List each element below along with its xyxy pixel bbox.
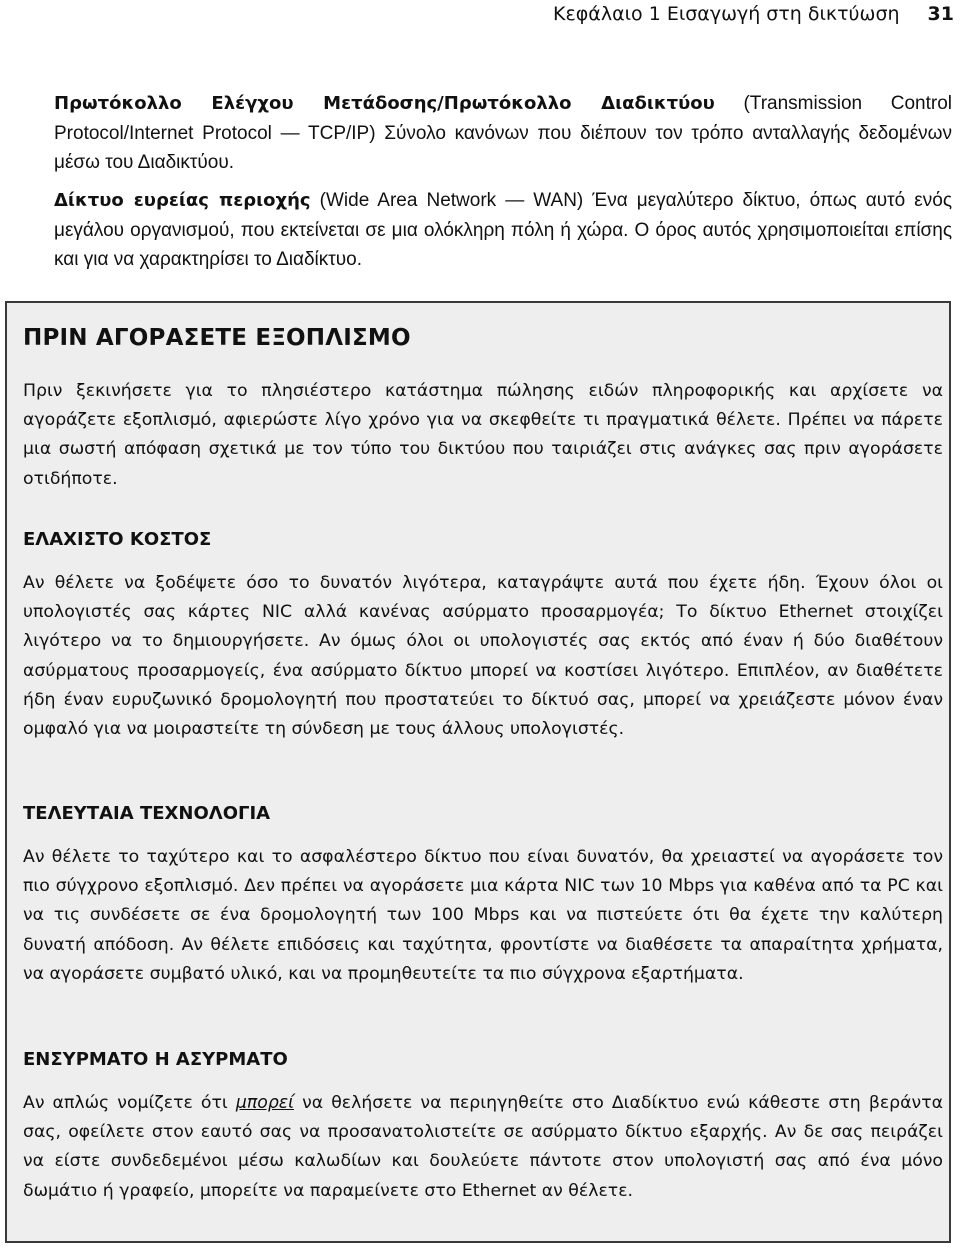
section-text-wired-wireless — [23, 1089, 943, 1206]
glossary-term: Δίκτυο ευρείας περιοχής — [54, 190, 311, 211]
section-heading-min-cost: ΕΛΑΧΙΣΤΟ ΚΟΣΤΟΣ — [23, 529, 212, 550]
glossary-definition: (Transmission Control Protocol/Internet Protocol — TCP/IP) Σύνολο κανόνων που διέπουν τον τρόπο ανταλλαγής δεδομένων μέσω του Διαδικτύου. — [54, 93, 952, 173]
glossary-definition: (Wide Area Network — WAN) Ένα μεγαλύτερο δίκτυο, όπως αυτό ενός μεγάλου οργανισμού, που εκτείνεται σε μια ολόκληρη πόλη ή χώρα. Ο όρος αυτός χρησιμοποιείται επίσης και για να χαρακτηρίσει το Διαδίκτυο. — [54, 190, 952, 270]
glossary-entry-tcp-ip — [54, 89, 952, 178]
emphasis-word: μπορεί — [235, 1093, 294, 1113]
section-heading-latest-tech: ΤΕΛΕΥΤΑΙΑ ΤΕΧΝΟΛΟΓΙΑ — [23, 803, 271, 824]
glossary-term: Πρωτόκολλο Ελέγχου Μετάδοσης/Πρωτόκολλο Διαδικτύου — [54, 93, 715, 114]
sidebar-box — [5, 301, 951, 1243]
chapter-title: Κεφάλαιο 1 Εισαγωγή στη δικτύωση — [553, 3, 900, 25]
section-text-min-cost: Αν θέλετε να ξοδέψετε όσο το δυνατόν λιγότερα, καταγράψτε αυτά που έχετε ήδη. Έχουν όλοι οι υπολογιστές σας κάρτες NIC αλλά κανένας ασύρματο προσαρμογέα; Το δίκτυο Ethernet στοιχίζει λιγότερο να το δημιουργήσετε. Αν όμως όλοι οι υπολογιστές σας εκτός από έναν ή δύο διαθέτουν ασύρματους προσαρμογείς, ένα ασύρματο δίκτυο μπορεί να κοστίσει λιγότερο. Επιπλέον, αν διαθέτετε ήδη έναν ευρυζωνικό δρομολογητή που προστατεύει το δίκτυό σας, μπορεί να χρειάζεστε μόνον έναν ομφαλό για να μοιραστείτε τη σύνδεση με τους άλλους υπολογιστές. — [23, 573, 943, 740]
text-before: Αν απλώς νομίζετε ότι — [23, 1093, 236, 1113]
section-heading-wired-wireless: ΕΝΣΥΡΜΑΤΟ Η ΑΣΥΡΜΑΤΟ — [23, 1049, 288, 1070]
section-text-latest-tech: Αν θέλετε το ταχύτερο και το ασφαλέστερο δίκτυο που είναι δυνατόν, θα χρειαστεί να αγοράσετε τον πιο σύγχρονο εξοπλισμό. Δεν πρέπει να αγοράσετε μια κάρτα NIC των 10 Mbps για καθένα από τα PC και να τις συνδέσετε σε ένα δρομολογητή των 100 Mbps και να πιστεύετε ότι θα έχετε την καλύτερη δυνατή απόδοση. Αν θέλετε επιδόσεις και ταχύτητα, φροντίστε να διαθέσετε τα απαραίτητα χρήματα, να αγοράσετε συμβατό υλικό, και να προμηθευτείτε τα πιο σύγχρονα εξαρτήματα. — [23, 847, 943, 984]
page-number: 31 — [927, 3, 954, 25]
text-after: να θελήσετε να περιηγηθείτε στο Διαδίκτυο ενώ κάθεστε στη βεράντα σας, οφείλετε στον εαυτό σας να προσανατολιστείτε σε ασύρματο δίκτυο εξαρχής. Αν δε σας πειράζει να είστε συνδεδεμένοι μέσω καλωδίων και δουλεύετε πάντοτε στον υπολογιστή σας από ένα μόνο δωμάτιο ή γραφείο, μπορείτε να παραμείνετε στο Ethernet αν θέλετε. — [23, 1093, 943, 1201]
page-header — [553, 0, 954, 28]
box-intro-paragraph: Πριν ξεκινήσετε για το πλησιέστερο κατάστημα πώλησης ειδών πληροφορικής και αρχίσετε να αγοράζετε εξοπλισμό, αφιερώστε λίγο χρόνο για να σκεφθείτε τι πραγματικά θέλετε. Πρέπει να πάρετε μια σωστή απόφαση σχετικά με τον τύπο του δικτύου που ταιριάζει στις ανάγκες σας πριν αγοράσετε οτιδήποτε. — [23, 381, 943, 489]
box-title: ΠΡΙΝ ΑΓΟΡΑΣΕΤΕ ΕΞΟΠΛΙΣΜΟ — [23, 325, 411, 351]
glossary-entry-wan — [54, 186, 952, 275]
